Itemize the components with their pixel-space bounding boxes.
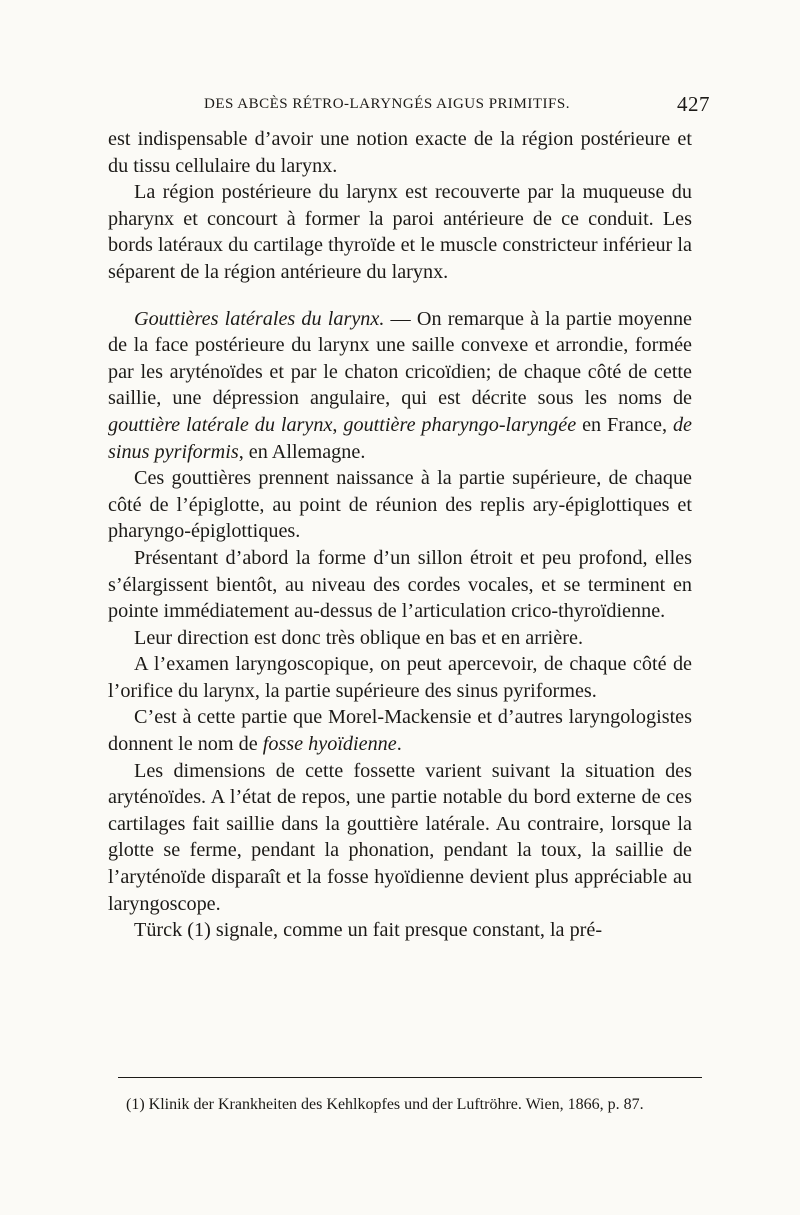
page-number: 427	[677, 92, 710, 116]
footnote-rule	[118, 1077, 702, 1078]
page-body	[108, 126, 692, 944]
paragraph-3-text-3: en France,	[576, 413, 673, 436]
term-gouttiere-pharyngo: gouttière pharyngo-laryngée	[343, 413, 577, 436]
paragraph-8-text-2: .	[396, 733, 402, 756]
paragraph-4: Ces gouttières prennent naissance à la partie supérieure, de chaque côté de l’épiglotte, au point de réunion des replis ary-épiglottiques et pharyngo-épiglottiques.	[108, 467, 692, 543]
paragraph-1: est indispensable d’avoir une notion exacte de la région postérieure et du tissu cellulaire du larynx.	[108, 128, 692, 177]
term-gouttiere-laterale: gouttière latérale du larynx	[108, 413, 333, 436]
paragraph-5: Présentant d’abord la forme d’un sillon étroit et peu profond, elles s’élargissent bientôt, au niveau des cordes vocales, et se terminent en pointe immédiatement au-dessus de l’articulation crico-thyroïdienne.	[108, 546, 692, 623]
section-heading: Gouttières latérales du larynx.	[134, 307, 385, 330]
paragraph-9: Les dimensions de cette fossette varient suivant la situation des aryténoïdes. A l’état de repos, une partie notable du bord externe de ces cartilages fait saillie dans la gouttière latérale. Au contraire, lorsque la glotte se ferme, pendant la phonation, pendant la toux, la saillie de l’aryténoïde disparaît et la fosse hyoïdienne devient plus appréciable au laryngoscope.	[108, 759, 692, 915]
footnote-text: (1) Klinik der Krankheiten des Kehlkopfes und der Luftröhre. Wien, 1866, p. 87.	[126, 1096, 644, 1113]
paragraph-10: Türck (1) signale, comme un fait presque constant, la pré-	[134, 919, 603, 942]
paragraph-3-text-4: , en Allemagne.	[238, 440, 366, 463]
running-title: DES ABCÈS RÉTRO-LARYNGÉS AIGUS PRIMITIFS.	[204, 96, 570, 112]
paragraph-7: A l’examen laryngoscopique, on peut apercevoir, de chaque côté de l’orifice du larynx, la partie supérieure des sinus pyriformes.	[108, 653, 692, 702]
paragraph-6: Leur direction est donc très oblique en bas et en arrière.	[134, 626, 583, 649]
footnote	[108, 1094, 700, 1116]
paragraph-8-text-1: C’est à cette partie que Morel-Mackensie et d’autres laryngologistes donnent le nom de	[108, 706, 692, 756]
paragraph-3-text-1: — On remarque à la partie moyenne de la face postérieure du larynx une saille convexe et arrondie, formée par les aryténoïdes et par le chaton cricoïdien; de chaque côté de cette saillie, une dépression angulaire, qui est décrite sous les noms de	[108, 307, 692, 410]
term-fosse-hyoidienne: fosse hyoïdienne	[262, 733, 397, 756]
paragraph-2: La région postérieure du larynx est recouverte par la muqueuse du pharynx et concourt à former la paroi antérieure de ce conduit. Les bords latéraux du cartilage thyroïde et le muscle constricteur inférieur la séparent de la région antérieure du larynx.	[108, 181, 692, 283]
term-sinus-pyriformis: de sinus pyriformis	[108, 413, 692, 463]
paragraph-3-text-2: ,	[332, 413, 344, 436]
paragraph-3	[108, 306, 692, 466]
paragraph-8	[108, 704, 692, 757]
